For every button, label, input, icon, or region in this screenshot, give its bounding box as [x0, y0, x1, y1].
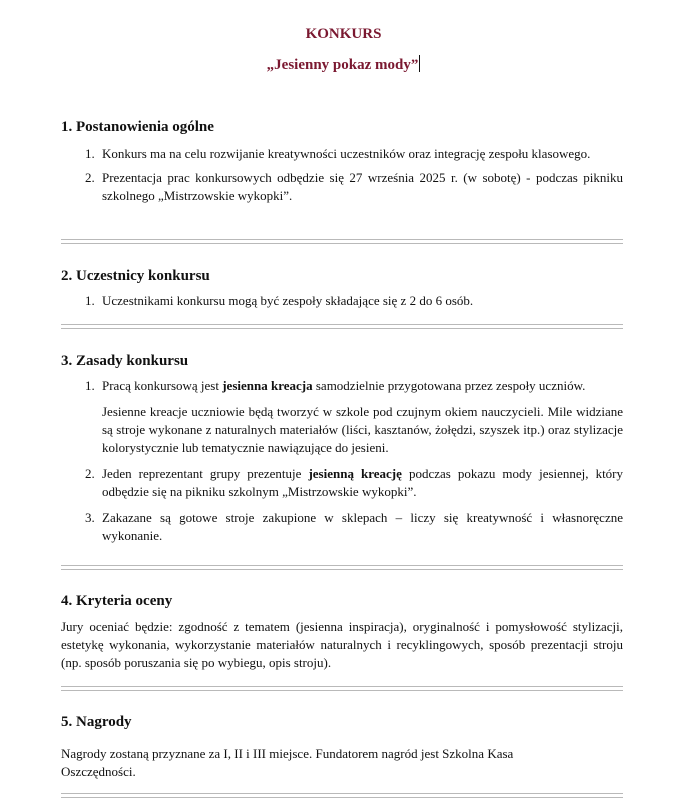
section-divider	[61, 239, 623, 244]
list-item-text: Pracą konkursową jest	[102, 378, 223, 393]
list-item-paragraph: Jesienne kreacje uczniowie będą tworzyć w szkole pod czujnym okiem nauczycieli. Mile widziane są stroje wykonane z naturalnych materiałów (liści, kasztanów, żołędzi, szyszek itp.) oraz stylizacje kolorystycznie lub tematycznie nawiązujące do jesieni.	[102, 404, 623, 455]
list-item	[61, 377, 623, 457]
section-divider	[61, 793, 623, 798]
list-number: 3.	[85, 510, 95, 525]
ordered-list	[61, 145, 623, 205]
criteria-text: Jury oceniać będzie: zgodność z tematem (jesienna inspiracja), oryginalność i pomysłowość stylizacji, estetykę wykonania, wykorzystanie materiałów naturalnych i recyklingowych, sposób prezentacji stroju (np. sposób poruszania się po wybiegu, opis stroju).	[61, 619, 623, 670]
list-number: 1.	[85, 146, 95, 161]
emphasis-text: jesienna kreacja	[222, 378, 313, 393]
section-participants	[61, 268, 623, 310]
list-item-text: Zakazane są gotowe stroje zakupione w sklepach – liczy się kreatywność i własnoręczne wykonanie.	[102, 510, 623, 543]
list-number: 2.	[85, 466, 95, 481]
ordered-list	[61, 292, 623, 310]
section-divider	[61, 565, 623, 570]
list-item-text: samodzielnie przygotowana przez zespoły uczniów.	[312, 378, 586, 393]
section-divider	[61, 324, 623, 329]
section-heading: 3. Zasady konkursu	[61, 353, 189, 369]
section-heading: 2. Uczestnicy konkursu	[61, 268, 210, 284]
section-criteria	[61, 593, 623, 672]
list-number: 2.	[85, 170, 95, 185]
subtitle-text: „Jesienny pokaz mody”	[266, 57, 419, 73]
list-item	[61, 465, 623, 501]
prizes-text: Nagrody zostaną przyznane za I, II i III miejsce. Fundatorem nagród jest Szkolna Kasa Oszczędności.	[61, 746, 514, 779]
list-number: 1.	[85, 378, 95, 393]
list-item-text: Jeden reprezentant grupy prezentuje	[102, 466, 309, 481]
list-item-text: Konkurs ma na celu rozwijanie kreatywności uczestników oraz integrację zespołu klasowego.	[102, 146, 591, 161]
section-heading: 1. Postanowienia ogólne	[61, 119, 214, 135]
emphasis-text: jesienną kreację	[308, 466, 402, 481]
list-item-text: podczas pokazu mody jesiennej, który odbędzie się na pikniku szkolnym „Mistrzowskie wykopki”.	[102, 466, 624, 499]
list-item	[61, 145, 623, 163]
list-item	[61, 292, 623, 310]
section-divider	[61, 686, 623, 691]
section-rules	[61, 353, 623, 545]
section-heading: 4. Kryteria oceny	[61, 593, 173, 609]
list-item-text: Prezentacja prac konkursowych odbędzie się 27 września 2025 r. (w sobotę) - podczas pikniku szkolnego „Mistrzowskie wykopki”.	[102, 170, 623, 203]
section-heading: 5. Nagrody	[61, 714, 132, 730]
list-item-text: Uczestnikami konkursu mogą być zespoły składające się z 2 do 6 osób.	[102, 293, 474, 308]
list-item	[61, 509, 623, 545]
document-title: KONKURS	[305, 26, 382, 42]
section-general-provisions	[61, 119, 623, 205]
document-subtitle[interactable]	[0, 55, 687, 74]
list-item	[61, 169, 623, 205]
ordered-list	[61, 377, 623, 545]
section-prizes	[61, 714, 623, 781]
text-cursor	[419, 55, 420, 72]
list-number: 1.	[85, 293, 95, 308]
